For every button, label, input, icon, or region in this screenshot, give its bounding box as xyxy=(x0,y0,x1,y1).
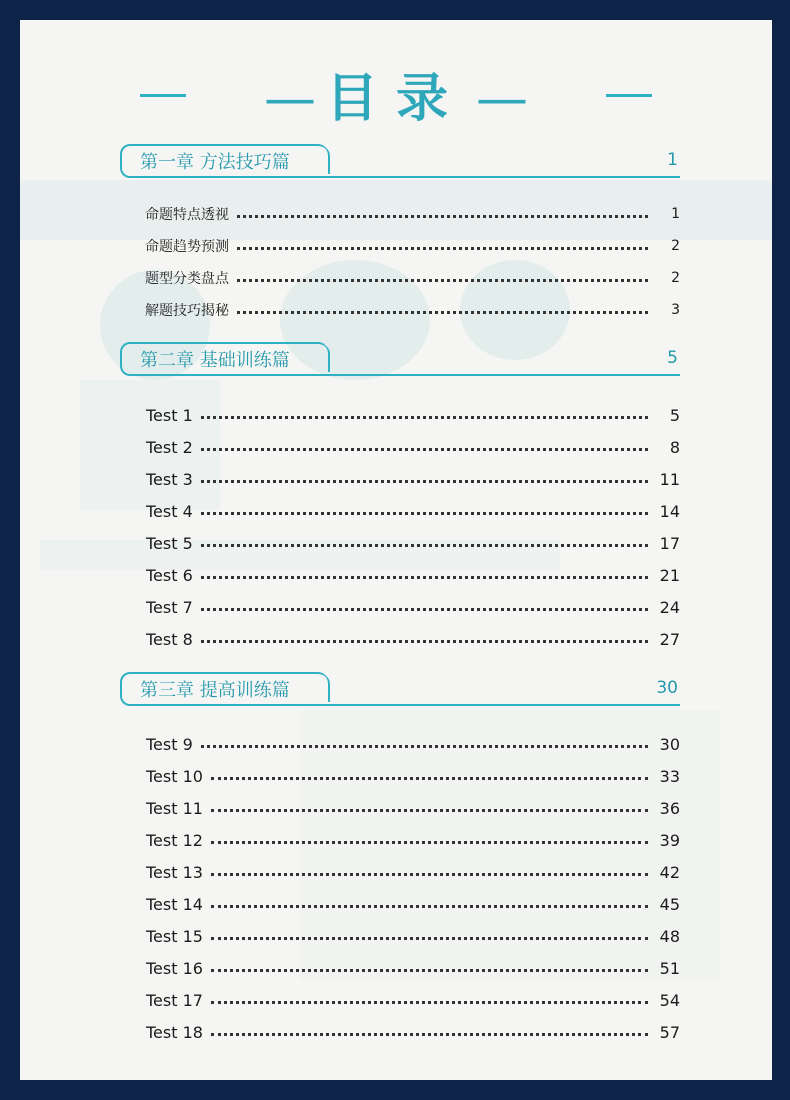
leader-dots xyxy=(211,963,648,972)
entry-name: 命题趋势预测 xyxy=(145,239,229,255)
leader-dots xyxy=(237,273,648,282)
toc-page xyxy=(20,20,772,1080)
entry-page: 17 xyxy=(659,533,680,553)
entry-name: Test 8 xyxy=(146,629,193,649)
toc-entry[interactable] xyxy=(146,499,680,523)
title-dash-right: — xyxy=(476,69,528,129)
entry-name: Test 6 xyxy=(146,565,193,585)
entry-name: Test 13 xyxy=(146,862,203,882)
entry-page: 30 xyxy=(659,734,680,754)
leader-dots xyxy=(201,634,648,643)
chapter-label: 第一章 方法技巧篇 xyxy=(140,152,290,173)
toc-entry[interactable] xyxy=(146,860,680,884)
entry-page: 2 xyxy=(671,270,680,286)
chapter-label: 第三章 提高训练篇 xyxy=(140,680,290,701)
toc-entry[interactable] xyxy=(145,266,680,290)
entry-page: 8 xyxy=(669,437,680,457)
entry-name: Test 7 xyxy=(146,597,193,617)
entry-name: 命题特点透视 xyxy=(145,207,229,223)
toc-entry[interactable] xyxy=(146,828,680,852)
entry-name: Test 11 xyxy=(146,798,203,818)
toc-entry[interactable] xyxy=(146,435,680,459)
leader-dots xyxy=(237,305,648,314)
entry-page: 27 xyxy=(659,629,680,649)
leader-dots xyxy=(237,241,648,250)
toc-header xyxy=(20,42,772,129)
toc-entry[interactable] xyxy=(145,202,680,226)
chapter-page: 5 xyxy=(667,348,678,368)
leader-dots xyxy=(201,570,648,579)
entry-name: Test 17 xyxy=(146,990,203,1010)
leader-dots xyxy=(211,867,648,876)
toc-entry[interactable] xyxy=(146,892,680,916)
leader-dots xyxy=(237,209,648,218)
entry-name: Test 12 xyxy=(146,830,203,850)
leader-dots xyxy=(211,803,648,812)
entry-name: Test 16 xyxy=(146,958,203,978)
entry-name: 题型分类盘点 xyxy=(145,271,229,287)
entry-page: 36 xyxy=(659,798,680,818)
toc-entry[interactable] xyxy=(146,988,680,1012)
toc-entry[interactable] xyxy=(146,467,680,491)
entry-name: Test 5 xyxy=(146,533,193,553)
entry-page: 2 xyxy=(671,238,680,254)
toc-entry[interactable] xyxy=(146,764,680,788)
toc-entry[interactable] xyxy=(146,403,680,427)
entry-name: Test 10 xyxy=(146,766,203,786)
leader-dots xyxy=(201,602,648,611)
entry-page: 54 xyxy=(659,990,680,1010)
toc-entry[interactable] xyxy=(145,234,680,258)
leader-dots xyxy=(211,931,648,940)
entry-page: 48 xyxy=(659,926,680,946)
chapter-label: 第二章 基础训练篇 xyxy=(140,350,290,371)
chapter-heading-2[interactable] xyxy=(120,342,680,378)
entry-name: Test 14 xyxy=(146,894,203,914)
leader-dots xyxy=(211,835,648,844)
chapter-page: 1 xyxy=(667,150,678,170)
entry-name: Test 18 xyxy=(146,1022,203,1042)
entry-page: 57 xyxy=(659,1022,680,1042)
chapter-rule xyxy=(328,704,680,706)
entry-name: Test 1 xyxy=(146,405,193,425)
entry-page: 39 xyxy=(659,830,680,850)
entry-name: 解题技巧揭秘 xyxy=(145,303,229,319)
entry-page: 45 xyxy=(659,894,680,914)
entry-page: 51 xyxy=(659,958,680,978)
toc-entry[interactable] xyxy=(146,732,680,756)
chapter-heading-1[interactable] xyxy=(120,144,680,180)
leader-dots xyxy=(211,1027,648,1036)
entry-name: Test 15 xyxy=(146,926,203,946)
chapter-rule xyxy=(328,176,680,178)
toc-entry[interactable] xyxy=(145,298,680,322)
title-text: 目录 xyxy=(325,69,466,129)
title-dash-left: — xyxy=(263,69,316,129)
toc-entry[interactable] xyxy=(146,531,680,555)
entry-name: Test 4 xyxy=(146,501,193,521)
toc-entry[interactable] xyxy=(146,1020,680,1044)
entry-page: 14 xyxy=(659,501,680,521)
leader-dots xyxy=(211,899,648,908)
entry-page: 21 xyxy=(659,565,680,585)
chapter-heading-3[interactable] xyxy=(120,672,680,708)
leader-dots xyxy=(211,771,648,780)
toc-entry[interactable] xyxy=(146,627,680,651)
chapter-page: 30 xyxy=(656,678,678,698)
entry-name: Test 2 xyxy=(146,437,193,457)
entry-page: 33 xyxy=(659,766,680,786)
entry-page: 42 xyxy=(659,862,680,882)
entry-page: 3 xyxy=(671,302,680,318)
entry-page: 11 xyxy=(659,469,680,489)
entry-page: 1 xyxy=(671,206,680,222)
page-title xyxy=(20,56,772,131)
toc-entry[interactable] xyxy=(146,563,680,587)
leader-dots xyxy=(201,410,648,419)
toc-entry[interactable] xyxy=(146,595,680,619)
entry-name: Test 3 xyxy=(146,469,193,489)
toc-entry[interactable] xyxy=(146,796,680,820)
toc-entry[interactable] xyxy=(146,924,680,948)
leader-dots xyxy=(201,538,648,547)
entry-page: 24 xyxy=(659,597,680,617)
toc-entry[interactable] xyxy=(146,956,680,980)
leader-dots xyxy=(201,442,648,451)
chapter-rule xyxy=(328,374,680,376)
leader-dots xyxy=(201,474,648,483)
leader-dots xyxy=(201,506,648,515)
leader-dots xyxy=(211,995,648,1004)
leader-dots xyxy=(201,739,648,748)
entry-page: 5 xyxy=(669,405,680,425)
entry-name: Test 9 xyxy=(146,734,193,754)
